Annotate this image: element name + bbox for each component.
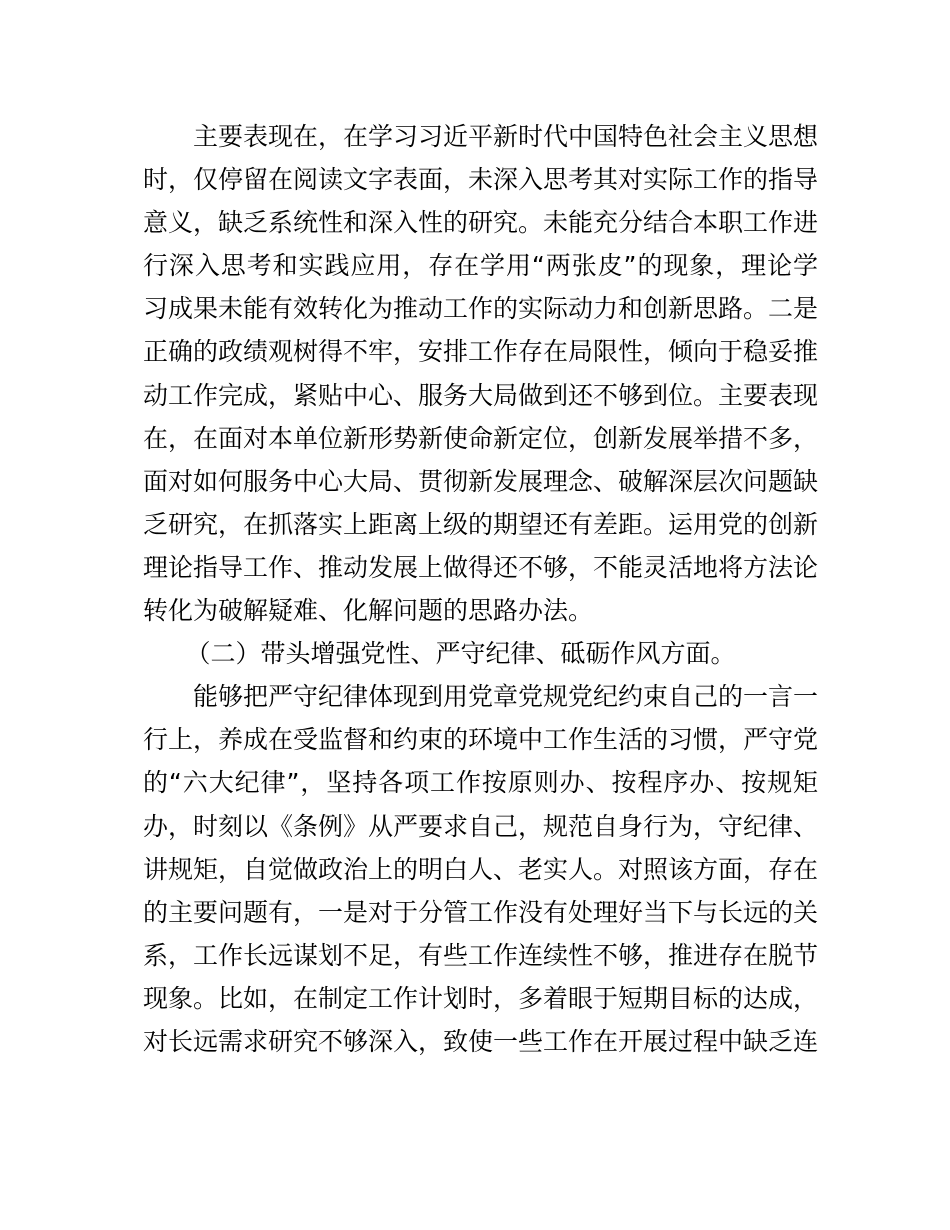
body-paragraph-2: 能够把严守纪律体现到用党章党规党纪约束自己的一言一行上，养成在受监督和约束的环境中工作生活的习惯，严守党的“六大纪律”，坚持各项工作按原则办、按程序办、按规矩办，时刻以《条例》从严要求自己，规范自身行为，守纪律、讲规矩，自觉做政治上的明白人、老实人。对照该方面，存在的主要问题有，一是对于分管工作没有处理好当下与长远的关系，工作长远谋划不足，有些工作连续性不够，推进存在脱节现象。比如，在制定工作计划时，多着眼于短期目标的达成，对长远需求研究不够深入，致使一些工作在开展过程中缺乏连 <box>143 682 819 1056</box>
section-heading: （二）带头增强党性、严守纪律、砥砺作风方面。 <box>185 639 736 669</box>
document-body <box>143 115 818 1063</box>
body-paragraph-1: 主要表现在，在学习习近平新时代中国特色社会主义思想时，仅停留在阅读文字表面，未深入思考其对实际工作的指导意义，缺乏系统性和深入性的研究。未能充分结合本职工作进行深入思考和实践应用，存在学用“两张皮”的现象，理论学习成果未能有效转化为推动工作的实际动力和创新思路。二是正确的政绩观树得不牢，安排工作存在局限性，倾向于稳妥推动工作完成，紧贴中心、服务大局做到还不够到位。主要表现在，在面对本单位新形势新使命新定位，创新发展举措不多，面对如何服务中心大局、贯彻新发展理念、破解深层次问题缺乏研究，在抓落实上距离上级的期望还有差距。运用党的创新理论指导工作、推动发展上做得还不够，不能灵活地将方法论转化为破解疑难、化解问题的思路办法。 <box>143 122 819 626</box>
